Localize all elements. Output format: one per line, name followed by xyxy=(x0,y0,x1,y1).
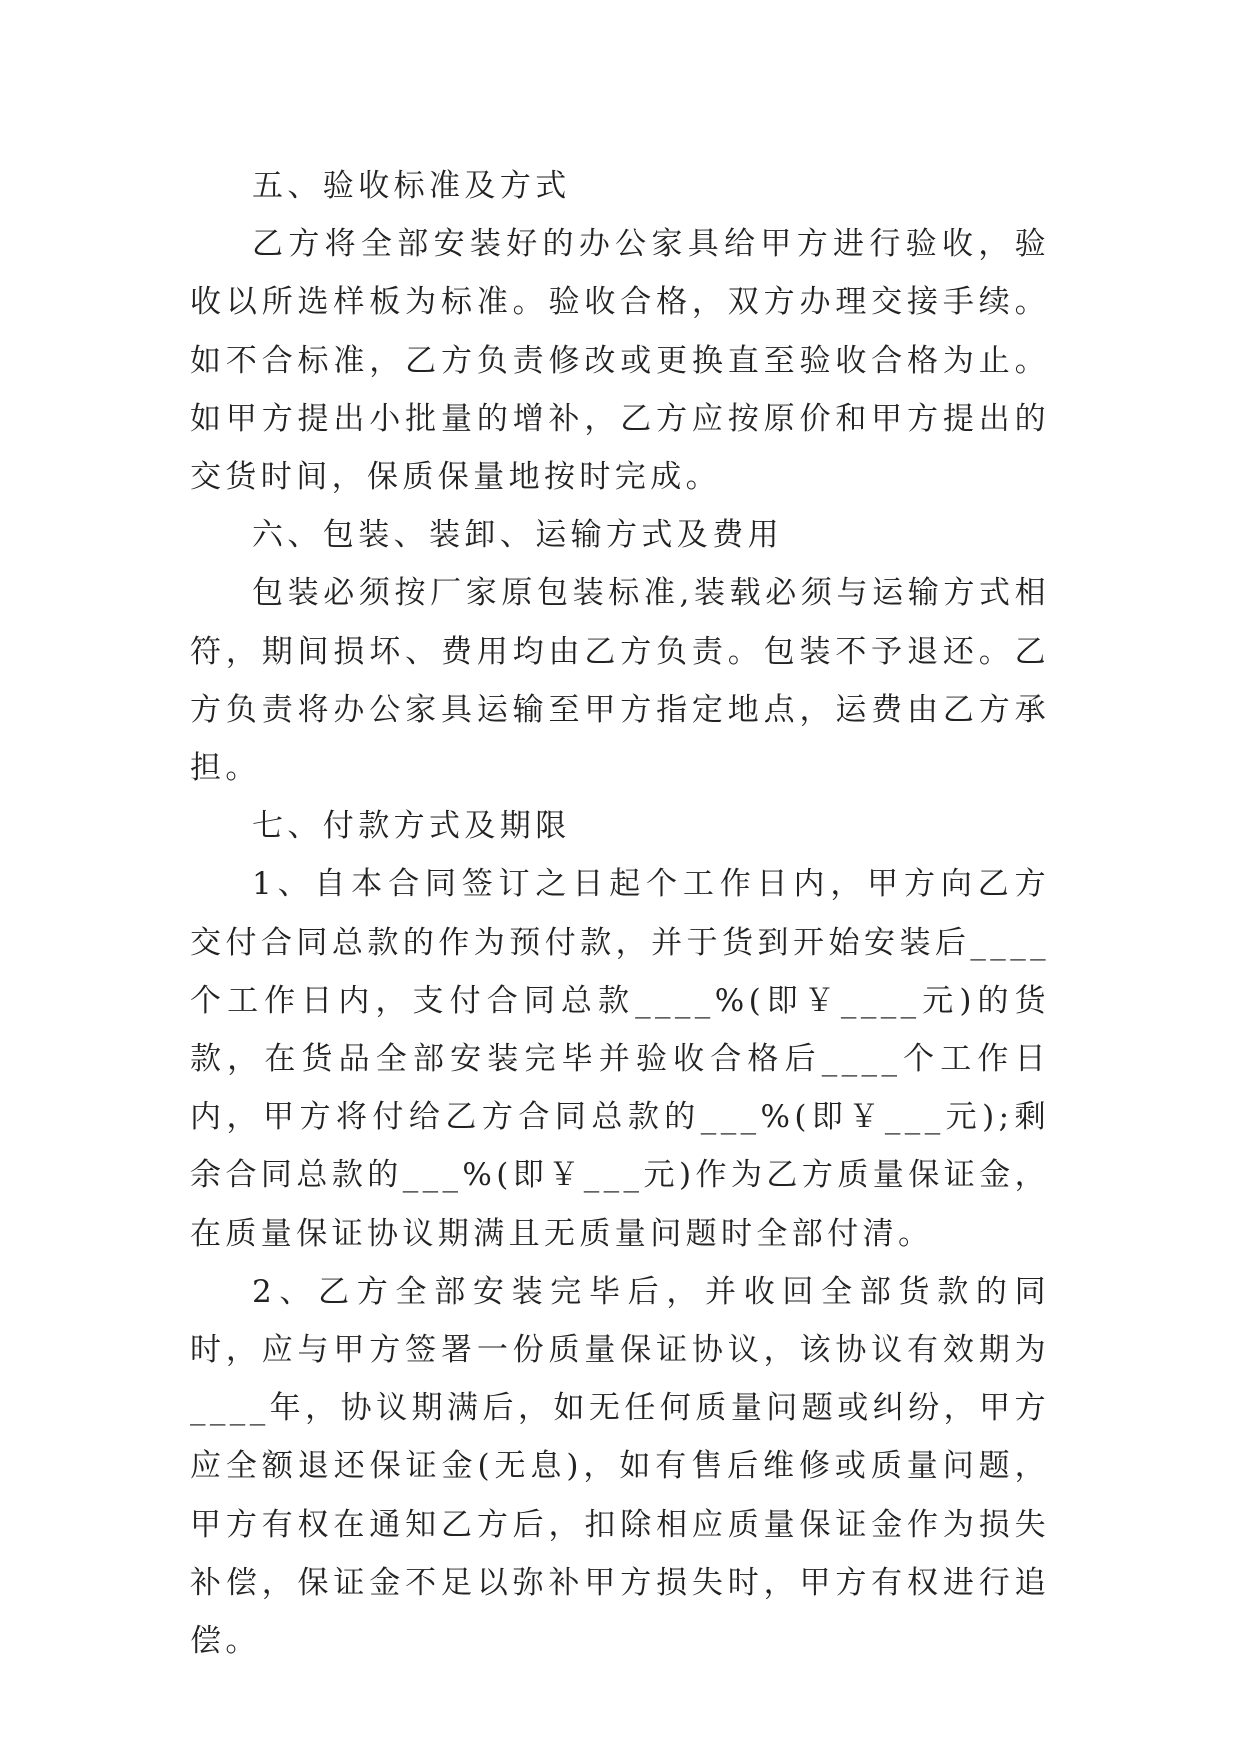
document-body xyxy=(190,157,1050,1670)
section-7-heading: 七、付款方式及期限 xyxy=(252,808,571,845)
section-6-heading: 六、包装、装卸、运输方式及费用 xyxy=(252,517,783,554)
section-7-item-1: 1、自本合同签订之日起个工作日内，甲方向乙方交付合同总款的作为预付款，并于货到开始安装后____个工作日内，支付合同总款____%(即￥____元)的货款，在货品全部安装完毕并验收合格后____个工作日内，甲方将付给乙方合同总款的___%(即￥___元);剩余合同总款的___%(即￥___元)作为乙方质量保证金，在质量保证协议期满且无质量问题时全部付清。 xyxy=(190,866,1050,1252)
section-5-heading: 五、验收标准及方式 xyxy=(252,168,571,204)
section-6-body: 包装必须按厂家原包装标准,装载必须与运输方式相符，期间损坏、费用均由乙方负责。包装不予退还。乙方负责将办公家具运输至甲方指定地点，运费由乙方承担。 xyxy=(190,575,1050,787)
section-7-item-2: 2、乙方全部安装完毕后，并收回全部货款的同时，应与甲方签署一份质量保证协议，该协议有效期为____年，协议期满后，如无任何质量问题或纠纷，甲方应全额退还保证金(无息)，如有售后维修或质量问题，甲方有权在通知乙方后，扣除相应质量保证金作为损失补偿，保证金不足以弥补甲方损失时，甲方有权进行追偿。 xyxy=(190,1273,1050,1660)
section-5-body: 乙方将全部安装好的办公家具给甲方进行验收，验收以所选样板为标准。验收合格，双方办理交接手续。如不合标准，乙方负责修改或更换直至验收合格为止。如甲方提出小批量的增补，乙方应按原价和甲方提出的交货时间，保质保量地按时完成。 xyxy=(190,226,1050,496)
